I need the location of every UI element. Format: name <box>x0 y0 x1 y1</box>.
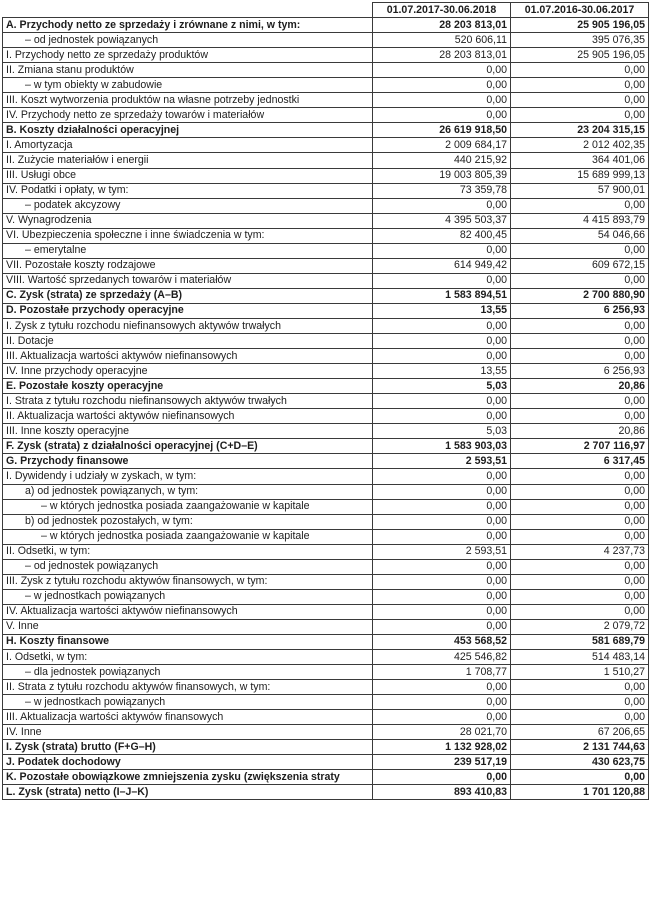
table-row <box>3 695 649 710</box>
value-2016-2017: 581 689,79 <box>511 634 649 649</box>
row-label: VII. Pozostałe koszty rodzajowe <box>3 258 373 273</box>
row-label: IV. Inne przychody operacyjne <box>3 364 373 379</box>
period-2016-2017-header: 01.07.2016-30.06.2017 <box>511 3 649 18</box>
row-label: III. Koszt wytworzenia produktów na własne potrzeby jednostki <box>3 93 373 108</box>
value-2016-2017: 4 415 893,79 <box>511 213 649 228</box>
table-row <box>3 665 649 680</box>
table-row <box>3 273 649 288</box>
value-2016-2017: 2 079,72 <box>511 619 649 634</box>
table-row <box>3 303 649 318</box>
row-label: L. Zysk (strata) netto (I–J–K) <box>3 785 373 800</box>
row-label: – od jednostek powiązanych <box>3 559 373 574</box>
value-2016-2017: 25 905 196,05 <box>511 48 649 63</box>
table-row <box>3 213 649 228</box>
value-2017-2018: 0,00 <box>373 770 511 785</box>
row-label: IV. Podatki i opłaty, w tym: <box>3 183 373 198</box>
value-2016-2017: 0,00 <box>511 514 649 529</box>
row-label: H. Koszty finansowe <box>3 634 373 649</box>
value-2017-2018: 0,00 <box>373 604 511 619</box>
value-2017-2018: 1 132 928,02 <box>373 740 511 755</box>
value-2016-2017: 0,00 <box>511 349 649 364</box>
row-label: – w których jednostka posiada zaangażowanie w kapitale <box>3 499 373 514</box>
row-label: – w tym obiekty w zabudowie <box>3 78 373 93</box>
value-2017-2018: 4 395 503,37 <box>373 213 511 228</box>
value-2017-2018: 0,00 <box>373 589 511 604</box>
value-2016-2017: 1 701 120,88 <box>511 785 649 800</box>
value-2016-2017: 6 256,93 <box>511 303 649 318</box>
table-row <box>3 183 649 198</box>
value-2017-2018: 1 583 903,03 <box>373 439 511 454</box>
value-2016-2017: 0,00 <box>511 695 649 710</box>
row-label: I. Zysk z tytułu rozchodu niefinansowych aktywów trwałych <box>3 318 373 333</box>
row-label: b) od jednostek pozostałych, w tym: <box>3 514 373 529</box>
row-label: E. Pozostałe koszty operacyjne <box>3 379 373 394</box>
value-2017-2018: 614 949,42 <box>373 258 511 273</box>
value-2017-2018: 1 708,77 <box>373 665 511 680</box>
table-row <box>3 18 649 33</box>
value-2016-2017: 395 076,35 <box>511 33 649 48</box>
value-2017-2018: 28 203 813,01 <box>373 18 511 33</box>
row-label: II. Aktualizacja wartości aktywów niefinansowych <box>3 409 373 424</box>
table-row <box>3 153 649 168</box>
table-row <box>3 228 649 243</box>
table-row <box>3 424 649 439</box>
row-label: – w jednostkach powiązanych <box>3 589 373 604</box>
table-row <box>3 138 649 153</box>
value-2017-2018: 0,00 <box>373 93 511 108</box>
table-row <box>3 409 649 424</box>
value-2016-2017: 0,00 <box>511 394 649 409</box>
value-2017-2018: 0,00 <box>373 680 511 695</box>
table-row <box>3 574 649 589</box>
table-row <box>3 725 649 740</box>
table-row <box>3 544 649 559</box>
value-2017-2018: 0,00 <box>373 469 511 484</box>
row-label: III. Zysk z tytułu rozchodu aktywów finansowych, w tym: <box>3 574 373 589</box>
value-2017-2018: 26 619 918,50 <box>373 123 511 138</box>
value-2017-2018: 13,55 <box>373 303 511 318</box>
row-label: B. Koszty działalności operacyjnej <box>3 123 373 138</box>
row-label: II. Zużycie materiałów i energii <box>3 153 373 168</box>
value-2016-2017: 0,00 <box>511 484 649 499</box>
header-corner-cell <box>3 3 373 18</box>
value-2017-2018: 0,00 <box>373 349 511 364</box>
row-label: II. Zmiana stanu produktów <box>3 63 373 78</box>
row-label: – w których jednostka posiada zaangażowanie w kapitale <box>3 529 373 544</box>
value-2016-2017: 4 237,73 <box>511 544 649 559</box>
table-row <box>3 394 649 409</box>
value-2016-2017: 0,00 <box>511 589 649 604</box>
table-row <box>3 514 649 529</box>
value-2017-2018: 0,00 <box>373 108 511 123</box>
table-row <box>3 755 649 770</box>
value-2017-2018: 13,55 <box>373 364 511 379</box>
value-2016-2017: 2 012 402,35 <box>511 138 649 153</box>
value-2017-2018: 0,00 <box>373 334 511 349</box>
row-label: I. Amortyzacja <box>3 138 373 153</box>
value-2016-2017: 0,00 <box>511 604 649 619</box>
value-2016-2017: 0,00 <box>511 273 649 288</box>
table-row <box>3 243 649 258</box>
value-2016-2017: 25 905 196,05 <box>511 18 649 33</box>
period-2017-2018-header: 01.07.2017-30.06.2018 <box>373 3 511 18</box>
row-label: III. Usługi obce <box>3 168 373 183</box>
row-label: II. Strata z tytułu rozchodu aktywów finansowych, w tym: <box>3 680 373 695</box>
row-label: VI. Ubezpieczenia społeczne i inne świadczenia w tym: <box>3 228 373 243</box>
value-2016-2017: 0,00 <box>511 409 649 424</box>
table-row <box>3 364 649 379</box>
table-row <box>3 740 649 755</box>
value-2017-2018: 0,00 <box>373 559 511 574</box>
value-2017-2018: 520 606,11 <box>373 33 511 48</box>
value-2016-2017: 6 317,45 <box>511 454 649 469</box>
value-2016-2017: 0,00 <box>511 243 649 258</box>
table-row <box>3 499 649 514</box>
value-2017-2018: 0,00 <box>373 710 511 725</box>
value-2017-2018: 0,00 <box>373 529 511 544</box>
value-2017-2018: 2 009 684,17 <box>373 138 511 153</box>
row-label: IV. Przychody netto ze sprzedaży towarów i materiałów <box>3 108 373 123</box>
table-row <box>3 559 649 574</box>
value-2017-2018: 5,03 <box>373 424 511 439</box>
value-2016-2017: 0,00 <box>511 559 649 574</box>
value-2016-2017: 20,86 <box>511 424 649 439</box>
value-2016-2017: 0,00 <box>511 710 649 725</box>
table-row <box>3 108 649 123</box>
row-label: – dla jednostek powiązanych <box>3 665 373 680</box>
value-2016-2017: 2 707 116,97 <box>511 439 649 454</box>
row-label: VIII. Wartość sprzedanych towarów i materiałów <box>3 273 373 288</box>
row-label: K. Pozostałe obowiązkowe zmniejszenia zysku (zwiększenia straty <box>3 770 373 785</box>
row-label: V. Wynagrodzenia <box>3 213 373 228</box>
table-row <box>3 379 649 394</box>
value-2017-2018: 2 593,51 <box>373 544 511 559</box>
row-label: G. Przychody finansowe <box>3 454 373 469</box>
value-2016-2017: 20,86 <box>511 379 649 394</box>
row-label: F. Zysk (strata) z działalności operacyjnej (C+D–E) <box>3 439 373 454</box>
table-row <box>3 168 649 183</box>
row-label: I. Strata z tytułu rozchodu niefinansowych aktywów trwałych <box>3 394 373 409</box>
row-label: III. Aktualizacja wartości aktywów finansowych <box>3 710 373 725</box>
row-label: – emerytalne <box>3 243 373 258</box>
value-2016-2017: 0,00 <box>511 529 649 544</box>
table-row <box>3 288 649 303</box>
value-2016-2017: 0,00 <box>511 318 649 333</box>
value-2017-2018: 0,00 <box>373 619 511 634</box>
value-2017-2018: 28 021,70 <box>373 725 511 740</box>
value-2016-2017: 0,00 <box>511 198 649 213</box>
table-row <box>3 484 649 499</box>
value-2017-2018: 0,00 <box>373 574 511 589</box>
row-label: D. Pozostałe przychody operacyjne <box>3 303 373 318</box>
table-row <box>3 48 649 63</box>
table-row <box>3 710 649 725</box>
value-2017-2018: 0,00 <box>373 273 511 288</box>
value-2016-2017: 0,00 <box>511 93 649 108</box>
row-label: I. Dywidendy i udziały w zyskach, w tym: <box>3 469 373 484</box>
table-row <box>3 334 649 349</box>
value-2016-2017: 2 700 880,90 <box>511 288 649 303</box>
table-row <box>3 439 649 454</box>
table-row <box>3 634 649 649</box>
value-2017-2018: 1 583 894,51 <box>373 288 511 303</box>
value-2016-2017: 0,00 <box>511 78 649 93</box>
row-label: a) od jednostek powiązanych, w tym: <box>3 484 373 499</box>
row-label: – od jednostek powiązanych <box>3 33 373 48</box>
value-2016-2017: 430 623,75 <box>511 755 649 770</box>
value-2017-2018: 239 517,19 <box>373 755 511 770</box>
value-2017-2018: 0,00 <box>373 484 511 499</box>
row-label: I. Przychody netto ze sprzedaży produktów <box>3 48 373 63</box>
statement-rows <box>3 18 649 800</box>
value-2016-2017: 15 689 999,13 <box>511 168 649 183</box>
value-2016-2017: 2 131 744,63 <box>511 740 649 755</box>
value-2017-2018: 453 568,52 <box>373 634 511 649</box>
row-label: I. Zysk (strata) brutto (F+G–H) <box>3 740 373 755</box>
table-row <box>3 785 649 800</box>
row-label: IV. Inne <box>3 725 373 740</box>
row-label: V. Inne <box>3 619 373 634</box>
value-2017-2018: 0,00 <box>373 514 511 529</box>
row-label: A. Przychody netto ze sprzedaży i zrównane z nimi, w tym: <box>3 18 373 33</box>
table-row <box>3 619 649 634</box>
value-2017-2018: 5,03 <box>373 379 511 394</box>
value-2016-2017: 0,00 <box>511 680 649 695</box>
header-row <box>3 3 649 18</box>
table-row <box>3 258 649 273</box>
table-row <box>3 604 649 619</box>
row-label: C. Zysk (strata) ze sprzedaży (A–B) <box>3 288 373 303</box>
value-2016-2017: 0,00 <box>511 770 649 785</box>
value-2017-2018: 893 410,83 <box>373 785 511 800</box>
value-2016-2017: 514 483,14 <box>511 650 649 665</box>
row-label: III. Inne koszty operacyjne <box>3 424 373 439</box>
value-2017-2018: 0,00 <box>373 63 511 78</box>
row-label: II. Odsetki, w tym: <box>3 544 373 559</box>
table-row <box>3 770 649 785</box>
value-2016-2017: 1 510,27 <box>511 665 649 680</box>
value-2016-2017: 57 900,01 <box>511 183 649 198</box>
row-label: J. Podatek dochodowy <box>3 755 373 770</box>
value-2017-2018: 0,00 <box>373 394 511 409</box>
table-row <box>3 198 649 213</box>
value-2016-2017: 609 672,15 <box>511 258 649 273</box>
value-2016-2017: 0,00 <box>511 334 649 349</box>
value-2017-2018: 0,00 <box>373 198 511 213</box>
value-2017-2018: 73 359,78 <box>373 183 511 198</box>
value-2017-2018: 0,00 <box>373 243 511 258</box>
table-row <box>3 650 649 665</box>
table-row <box>3 93 649 108</box>
value-2017-2018: 0,00 <box>373 78 511 93</box>
row-label: – podatek akcyzowy <box>3 198 373 213</box>
value-2016-2017: 6 256,93 <box>511 364 649 379</box>
value-2017-2018: 28 203 813,01 <box>373 48 511 63</box>
row-label: IV. Aktualizacja wartości aktywów niefinansowych <box>3 604 373 619</box>
value-2017-2018: 0,00 <box>373 409 511 424</box>
value-2016-2017: 0,00 <box>511 574 649 589</box>
value-2016-2017: 364 401,06 <box>511 153 649 168</box>
value-2016-2017: 54 046,66 <box>511 228 649 243</box>
row-label: I. Odsetki, w tym: <box>3 650 373 665</box>
table-row <box>3 349 649 364</box>
value-2016-2017: 23 204 315,15 <box>511 123 649 138</box>
table-row <box>3 63 649 78</box>
value-2017-2018: 19 003 805,39 <box>373 168 511 183</box>
value-2016-2017: 0,00 <box>511 469 649 484</box>
table-row <box>3 469 649 484</box>
value-2017-2018: 425 546,82 <box>373 650 511 665</box>
value-2017-2018: 440 215,92 <box>373 153 511 168</box>
table-row <box>3 454 649 469</box>
value-2017-2018: 82 400,45 <box>373 228 511 243</box>
value-2017-2018: 2 593,51 <box>373 454 511 469</box>
table-row <box>3 589 649 604</box>
value-2016-2017: 0,00 <box>511 108 649 123</box>
income-statement-table <box>2 2 649 800</box>
row-label: III. Aktualizacja wartości aktywów niefinansowych <box>3 349 373 364</box>
table-row <box>3 33 649 48</box>
table-row <box>3 78 649 93</box>
value-2017-2018: 0,00 <box>373 695 511 710</box>
value-2016-2017: 0,00 <box>511 63 649 78</box>
row-label: II. Dotacje <box>3 334 373 349</box>
value-2017-2018: 0,00 <box>373 318 511 333</box>
table-row <box>3 318 649 333</box>
table-row <box>3 529 649 544</box>
table-row <box>3 680 649 695</box>
value-2017-2018: 0,00 <box>373 499 511 514</box>
value-2016-2017: 0,00 <box>511 499 649 514</box>
row-label: – w jednostkach powiązanych <box>3 695 373 710</box>
table-row <box>3 123 649 138</box>
value-2016-2017: 67 206,65 <box>511 725 649 740</box>
